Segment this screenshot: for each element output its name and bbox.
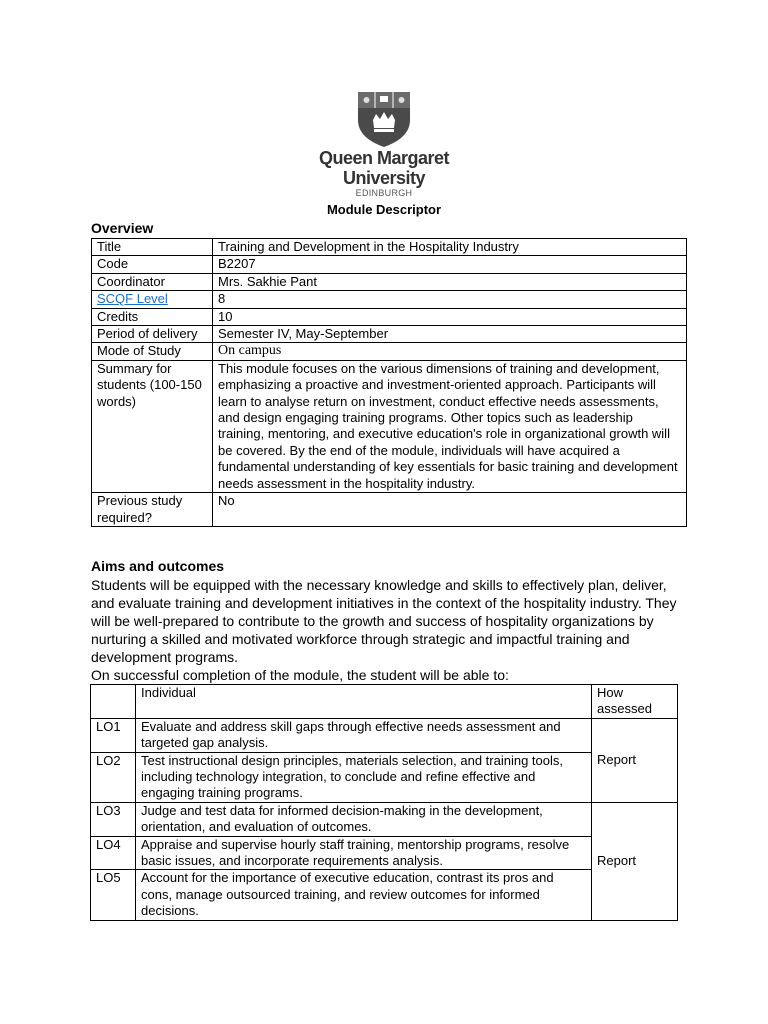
overview-label: Previous study required? bbox=[92, 493, 213, 527]
lo-code: LO3 bbox=[91, 802, 136, 836]
overview-row bbox=[92, 291, 687, 308]
scqf-level-link[interactable]: SCQF Level bbox=[97, 291, 168, 307]
university-name-line2: University bbox=[342, 168, 426, 188]
assessment-cell: Report bbox=[592, 718, 678, 802]
lo-text: Evaluate and address skill gaps through effective needs assessment and targeted gap analysis. bbox=[136, 718, 592, 752]
overview-label: Mode of Study bbox=[92, 343, 213, 360]
empty-header-cell bbox=[91, 685, 136, 719]
lo-code: LO5 bbox=[91, 870, 136, 920]
learning-outcomes-table bbox=[90, 684, 678, 921]
table-row bbox=[91, 752, 678, 802]
table-row bbox=[91, 802, 678, 836]
overview-value: This module focuses on the various dimensions of training and development, emphasizing a proactive and investment-oriented approach. Participants will learn to analyse return on investment, conduct effective needs assessments, and design engaging training programs. Other topics such as leadership training, mentoring, and executive education's role in organizational growth will be covered. By the end of the module, individuals will have acquired a fundamental understanding of key essentials for basic training and development needs assessment in the hospitality industry. bbox=[213, 360, 687, 492]
university-name-line1: Queen Margaret bbox=[318, 148, 450, 168]
lo-code: LO1 bbox=[91, 718, 136, 752]
lo-text: Judge and test data for informed decision-making in the development, orientation, and evaluation of outcomes. bbox=[136, 802, 592, 836]
table-row bbox=[91, 836, 678, 870]
assessment-cell: Report bbox=[592, 802, 678, 920]
overview-value: 10 bbox=[213, 308, 687, 325]
overview-label: Code bbox=[92, 256, 213, 273]
individual-header: Individual bbox=[136, 685, 592, 719]
lo-code: LO2 bbox=[91, 752, 136, 802]
overview-label: Credits bbox=[92, 308, 213, 325]
lo-code: LO4 bbox=[91, 836, 136, 870]
overview-row bbox=[92, 493, 687, 527]
aims-body bbox=[91, 576, 691, 684]
table-header-row bbox=[91, 685, 678, 719]
overview-value: Training and Development in the Hospitality Industry bbox=[213, 239, 687, 256]
overview-value: Semester IV, May-September bbox=[213, 326, 687, 343]
overview-label: Summary for students (100-150 words) bbox=[92, 360, 213, 492]
table-row bbox=[91, 870, 678, 920]
aims-heading: Aims and outcomes bbox=[91, 558, 225, 574]
how-assessed-header: How assessed bbox=[592, 685, 678, 719]
overview-row bbox=[92, 256, 687, 273]
overview-table bbox=[91, 238, 687, 527]
lo-text: Appraise and supervise hourly staff training, mentorship programs, resolve basic issues, and incorporate requirements analysis. bbox=[136, 836, 592, 870]
overview-label bbox=[92, 291, 213, 308]
overview-row bbox=[92, 326, 687, 343]
overview-label: Period of delivery bbox=[92, 326, 213, 343]
overview-value: 8 bbox=[213, 291, 687, 308]
table-row bbox=[91, 718, 678, 752]
overview-label: Coordinator bbox=[92, 273, 213, 290]
document-title: Module Descriptor bbox=[326, 202, 442, 217]
overview-row bbox=[92, 343, 687, 360]
overview-row bbox=[92, 273, 687, 290]
overview-row bbox=[92, 239, 687, 256]
overview-value: B2207 bbox=[213, 256, 687, 273]
aims-intro: On successful completion of the module, the student will be able to: bbox=[91, 667, 509, 683]
university-city: EDINBURGH bbox=[355, 188, 413, 198]
overview-row bbox=[92, 308, 687, 325]
university-logo bbox=[300, 90, 468, 202]
overview-heading: Overview bbox=[91, 220, 154, 236]
overview-value: Mrs. Sakhie Pant bbox=[213, 273, 687, 290]
university-crest-icon bbox=[354, 90, 414, 148]
overview-row bbox=[92, 360, 687, 492]
lo-text: Test instructional design principles, materials selection, and training tools, including technology integration, to conclude and refine effective and engaging training programs. bbox=[136, 752, 592, 802]
overview-value: No bbox=[213, 493, 687, 527]
lo-text: Account for the importance of executive education, contrast its pros and cons, manage outsourced training, and review outcomes for informed decisions. bbox=[136, 870, 592, 920]
overview-label: Title bbox=[92, 239, 213, 256]
overview-value: On campus bbox=[213, 343, 687, 360]
aims-paragraph: Students will be equipped with the necessary knowledge and skills to effectively plan, deliver, and evaluate training and development initiatives in the context of the hospitality industry. They will be well-prepared to contribute to the growth and success of hospitality organizations by nurturing a skilled and motivated workforce through strategic and impactful training and development programs. bbox=[91, 577, 677, 665]
